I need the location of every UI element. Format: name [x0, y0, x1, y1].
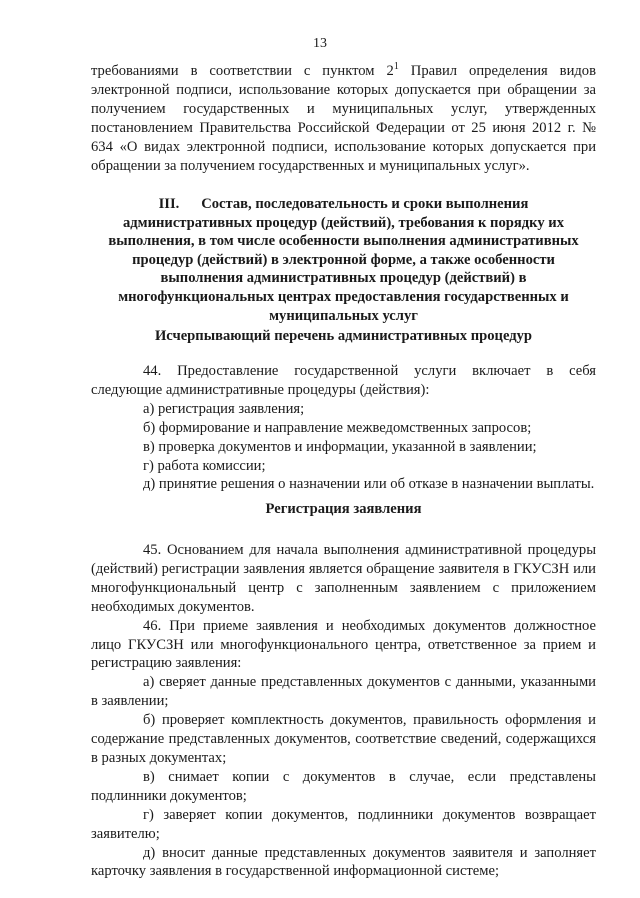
list-item: г) работа комиссии; [143, 457, 266, 474]
intro-text-end: Правил определения видов электронной подписи, использование которых допускается при обращении за получением государственных и муниципальных услуг, утвержденных постановлением Правительства Российской Федерации от 25 июня 2012 г. № 634 «О видах электронной подписи, использование которых допускается при обращении за получением государственных и муниципальных услуг». [91, 63, 596, 174]
list-item: б) проверяет комплектность документов, правильность оформления и содержание представленных документов, соответствие сведений, содержащихся в разных документах; [91, 712, 596, 766]
list-item: д) принятие решения о назначении или об отказе в назначении выплаты. [143, 476, 595, 493]
intro-paragraph [91, 62, 596, 175]
list-item: в) проверка документов и информации, указанной в заявлении; [143, 438, 537, 455]
paragraph-44-text: 44. Предоставление государственной услуги включает в себя следующие административные процедуры (действия): [91, 363, 596, 398]
page-number: 13 [313, 36, 327, 51]
section-heading-line1: III. Состав, последовательность и сроки выполнения [158, 196, 529, 212]
list-item: д) вносит данные представленных документов заявителя и заполняет карточку заявления в государственной информационной системе; [91, 844, 596, 880]
footnote-superscript: 1 [393, 61, 399, 72]
list-item: а) регистрация заявления; [143, 400, 305, 417]
list-item: а) сверяет данные представленных документов с данными, указанными в заявлении; [91, 674, 596, 710]
paragraphs-45-46 [91, 541, 596, 881]
intro-text-start: требованиями в соответствии с пунктом 2 [91, 63, 394, 79]
subheading-procedures-list: Исчерпывающий перечень административных процедур [154, 328, 533, 344]
paragraph-46-text: 46. При приеме заявления и необходимых документов должностное лицо ГКУСЗН или многофункционального центра, ответственное за прием и регистрацию заявления: [91, 617, 596, 672]
paragraph-44 [91, 362, 596, 494]
list-item: б) формирование и направление межведомственных запросов; [143, 419, 532, 436]
section-heading [91, 195, 596, 325]
paragraph-45: 45. Основанием для начала выполнения административной процедуры (действий) регистрации заявления является обращение заявителя в ГКУСЗН или многофункциональный центр с заполненным заявлением с приложением необходимых документов. [91, 542, 596, 615]
list-item: г) заверяет копии документов, подлинники документов возвращает заявителю; [91, 806, 596, 842]
subheading-registration: Регистрация заявления [265, 501, 422, 517]
list-item: в) снимает копии с документов в случае, если представлены подлинники документов; [91, 768, 596, 804]
section-heading-rest: административных процедур (действий), требования к порядку их выполнения, в том числе особенности выполнения административных процедур (действий) в электронной форме, а также особенности выполнения административных процедур (действий) в многофункциональных центрах предоставления государственных и муниципальных услуг [108, 214, 579, 324]
